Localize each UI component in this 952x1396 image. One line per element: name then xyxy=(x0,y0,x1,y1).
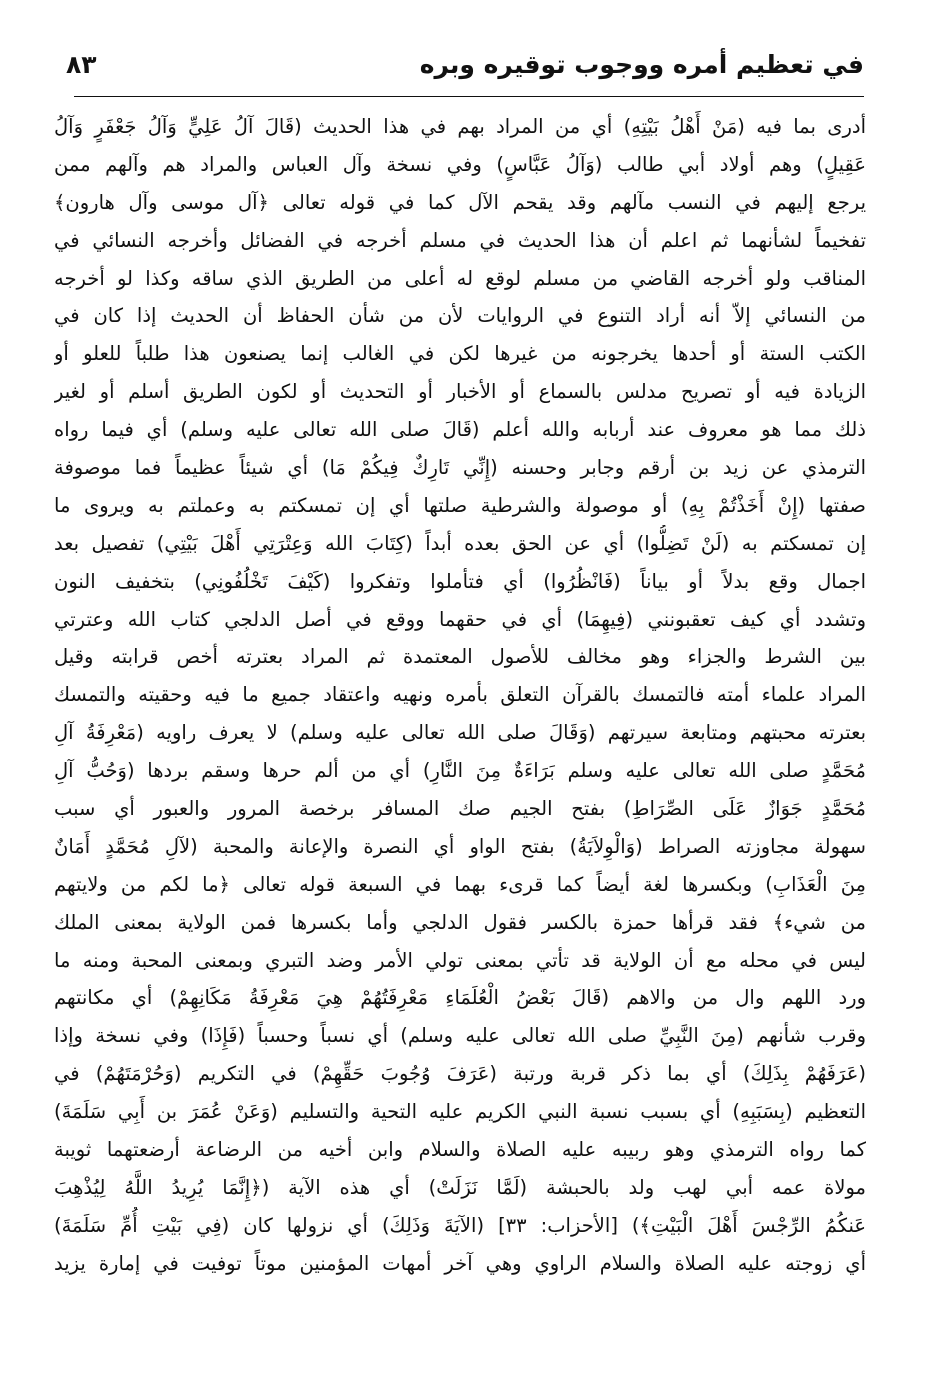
text-line: أي زوجته عليه الصلاة والسلام الراوي وهي آخر أمهات المؤمنين موتاً توفيت في إمارة يزيد xyxy=(54,1251,866,1275)
text-line: وقرب شأنهم (مِنَ النَّبِيِّ صلى الله تعالى عليه وسلم) أي نسباً وحسباً (فَإِذَا) وفي نسخة وإذا xyxy=(54,1024,866,1048)
text-line: اجمال وقع بدلاً أو بياناً (فَانْظُرُوا) أي فتأملوا وتفكروا (كَيْفَ تَخْلُفُونِي) بتخفيف النون xyxy=(54,569,866,593)
running-header xyxy=(64,44,864,96)
text-line: أدرى بما فيه (مَنْ أَهْلُ بَيْتِهِ) أي من المراد بهم في هذا الحديث (قَالَ آلُ عَلِيٍّ وَآلُ جَعْفَرٍ وَآلُ xyxy=(54,115,866,138)
text-line: بين الشرط والجزاء وهو مخالف للأصول المعتمدة ثم المراد بعترته أخص قرابته وقيل xyxy=(54,645,866,669)
text-line: عَنكُمُ الرِّجْسَ أَهْلَ الْبَيْتِ﴾) [الأحزاب: ٣٣] (الآيَةَ وَذَلِكَ) أي نزولها كان (فِي بَيْتِ أُمِّ سَلَمَةَ) xyxy=(54,1213,866,1237)
text-line: ليس في محله مع أن الولاية قد تأتي بمعنى تولي الأمر وضد التبري وبمعنى المحبة ومنه ما xyxy=(54,948,866,972)
text-line: عَقِيلٍ) وهم أولاد أبي طالب (وَآلُ عَبَّاسٍ) وفي نسخة وآل العباس والمراد هم وآلهم ممن xyxy=(54,152,866,176)
text-line: صفتها (إِنْ أَخَذْتُمْ بِهِ) أو موصولة والشرطية صلتها أي إن تمسكتم به وعملتم به ويروى ما xyxy=(54,493,866,517)
text-line: (عَرَفَهُمْ بِذَلِكَ) أي بما ذكر قربة ورتبة (عَرَفَ وُجُوبَ حَقِّهِمْ) في التكريم (وَحُرْمَتَهُمْ) في xyxy=(54,1062,866,1086)
text-line: وتشدد أي كيف تعقبونني (فِيهِمَا) أي في حقهما ووقع في أصل الدلجي كتاب الله وعترتي xyxy=(54,607,866,631)
text-line: تفخيماً لشأنهما ثم اعلم أن هذا الحديث في مسلم أخرجه في الفضائل وأخرجه النسائي في xyxy=(54,228,866,252)
text-line: مُحَمَّدٍ صلى الله تعالى عليه وسلم بَرَاءَةٌ مِنَ النَّارِ) أي من ألم حرها وسقم بردها (وَحُبُّ آلِ xyxy=(54,759,866,783)
text-line: يرجع إليهم في النسب مآلهم وقد يقحم الآل كما في قوله تعالى ﴿آل موسى وآل هارون﴾ xyxy=(54,190,866,214)
body-text xyxy=(54,108,866,1283)
text-line: ذلك مما هو معروف عند أربابه والله أعلم (قَالَ صلى الله تعالى عليه وسلم) أي فيما رواه xyxy=(54,418,866,442)
text-line: بعترته محبتهم ومتابعة سيرتهم (وَقَالَ صلى الله تعالى عليه وسلم) لا يعرف راويه (مَعْرِفَةُ آلِ xyxy=(54,721,866,745)
text-line: الزيادة فيه أو تصريح مدلس بالسماع أو الأخبار أو التحديث أو لكون الطريق أسلم أو لغير xyxy=(54,380,866,404)
text-line: الترمذي عن زيد بن أرقم وجابر وحسنه (إِنِّي تَارِكٌ فِيكُمْ مَا) أي شيئاً عظيماً فما موصوفة xyxy=(54,456,866,480)
text-line: المراد علماء أمته فالتمسك بالقرآن التعلق بأمره ونهيه واعتقاد جميع ما فيه وحقيته والتمسك xyxy=(54,683,866,707)
text-line: مولاة عمه أبي لهب ولد بالحبشة (لَمَّا نَزَلَتْ) أي هذه الآية (﴿إِنَّمَا يُرِيدُ اللَّهُ لِيُذْهِبَ xyxy=(54,1175,866,1199)
page-number: ٨٣ xyxy=(66,50,97,79)
text-line: التعظيم (بِسَبَبِهِ) أي بسبب نسبة النبي الكريم عليه التحية والتسليم (وَعَنْ عُمَرَ بن أَبِي سَلَمَةَ) xyxy=(54,1100,866,1124)
header-divider xyxy=(74,96,864,97)
text-line: من شيء﴾ فقد قرأها حمزة بالكسر فقول الدلجي وأما بكسرها فمن الولاية بمعنى الملك xyxy=(54,910,866,934)
text-line: كما رواه الترمذي وهو ربيبه عليه الصلاة والسلام وابن أخيه من الرضاعة أرضعتهما ثويبة xyxy=(54,1138,866,1162)
header-title: في تعظيم أمره ووجوب توقيره وبره xyxy=(419,50,864,79)
text-line: المناقب ولو أخرجه القاضي من مسلم لوقع له أعلى من الطريق الذي ساقه وكذا لو أخرجه xyxy=(54,266,866,290)
text-line: من النسائي إلاّ أنه أراد التنوع في الروايات لأن من شأن الحفاظ أن الحديث إذا كان في xyxy=(54,304,866,328)
text-line: إن تمسكتم به (لَنْ تَضِلُّوا) أي عن الحق بعده أبداً (كِتَابَ الله وَعِتْرَتِي أَهْلَ بَيْتِي) تفصيل بعد xyxy=(54,531,866,555)
text-line: ورد اللهم وال من والاهم (قَالَ بَعْضُ الْعُلَمَاءِ مَعْرِفَتُهُمْ هِيَ مَعْرِفَةُ مَكَانِهِمْ) أي مكانتهم xyxy=(54,986,866,1010)
text-line: الكتب الستة أو أحدها يخرجونه من غيرها لكن في الغالب إنما يصنعون هذا طلباً للعلو أو xyxy=(54,342,866,366)
text-line: سهولة مجاوزته الصراط (وَالْوِلاَيَةُ) بفتح الواو أي النصرة والإعانة والمحبة (لآلِ مُحَمَّدٍ أَمَانٌ xyxy=(54,834,866,858)
text-line: مُحَمَّدٍ جَوَازٌ عَلَى الصِّرَاطِ) بفتح الجيم صك المسافر برخصة المرور والعبور أي سبب xyxy=(54,797,866,821)
text-line: مِنَ الْعَذَابِ) وبكسرها لغة أيضاً كما قرىء بهما في السبعة قوله تعالى ﴿ما لكم من ولايتهم xyxy=(54,872,866,896)
